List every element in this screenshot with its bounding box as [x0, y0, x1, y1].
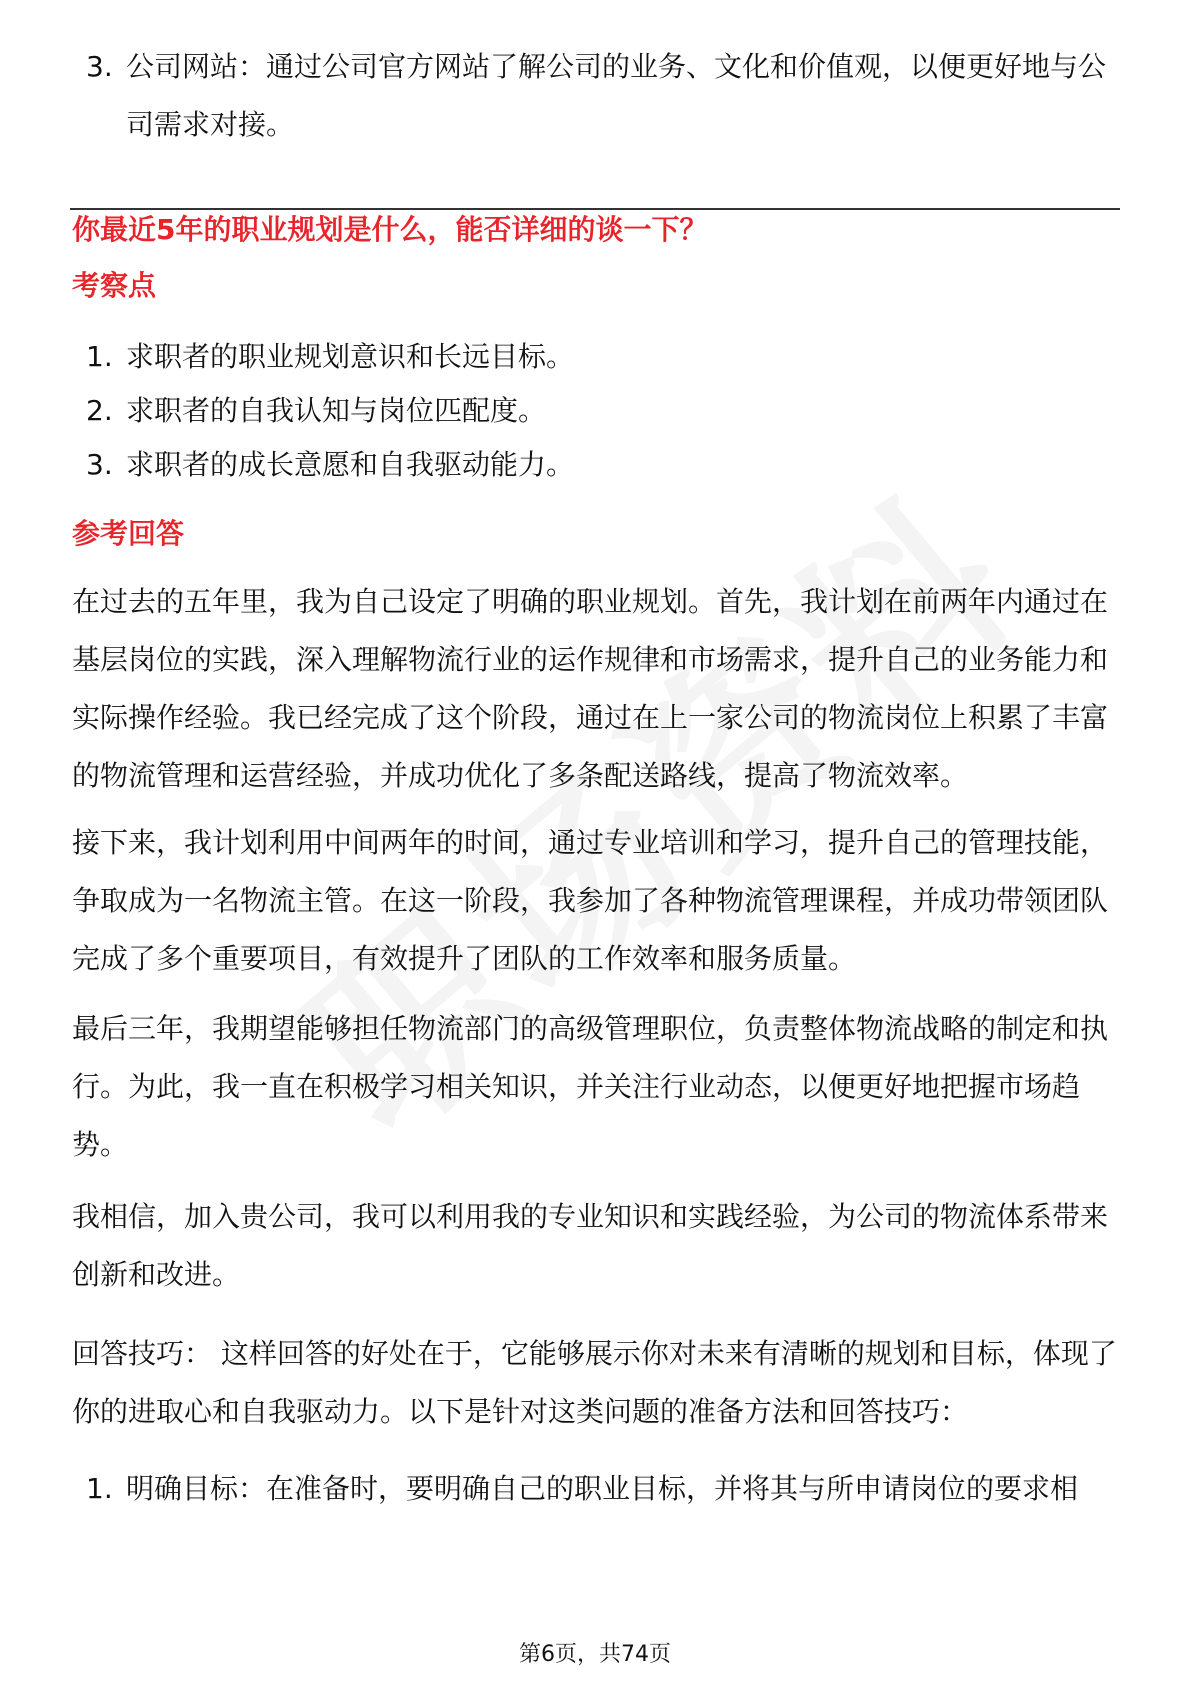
answer-paragraph: 我相信，加入贵公司，我可以利用我的专业知识和实践经验，为公司的物流体系带来创新和改进。: [72, 1200, 1109, 1291]
answer-paragraph: 接下来，我计划利用中间两年的时间，通过专业培训和学习，提升自己的管理技能，争取成为一名物流主管。在这一阶段，我参加了各种物流管理课程，并成功带领团队完成了多个重要项目，有效提升了团队的工作效率和服务质量。: [72, 826, 1109, 975]
answer-heading: 参考回答: [72, 517, 185, 550]
question-title: 你最近5年的职业规划是什么，能否详细的谈一下？: [72, 213, 708, 246]
list-item: [86, 436, 1116, 494]
list-text: 公司网站：通过公司官方网站了解公司的业务、文化和价值观，以便更好地与公司需求对接。: [126, 50, 1107, 141]
list-item: [86, 1460, 1116, 1518]
list-number: 1.: [86, 340, 113, 373]
answer-tips-paragraph: 回答技巧： 这样回答的好处在于，它能够展示你对未来有清晰的规划和目标，体现了你的进取心和自我驱动力。以下是针对这类问题的准备方法和回答技巧：: [72, 1337, 1117, 1428]
answer-paragraph: 在过去的五年里，我为自己设定了明确的职业规划。首先，我计划在前两年内通过在基层岗位的实践，深入理解物流行业的运作规律和市场需求，提升自己的业务能力和实际操作经验。我已经完成了这个阶段，通过在上一家公司的物流岗位上积累了丰富的物流管理和运营经验，并成功优化了多条配送路线，提高了物流效率。: [72, 585, 1109, 792]
list-text: 求职者的职业规划意识和长远目标。: [126, 340, 575, 373]
list-item: [86, 38, 1116, 154]
list-item: [86, 382, 1116, 440]
focus-heading: 考察点: [72, 269, 157, 302]
answer-paragraph: 最后三年，我期望能够担任物流部门的高级管理职位，负责整体物流战略的制定和执行。为此，我一直在积极学习相关知识，并关注行业动态，以便更好地把握市场趋势。: [72, 1012, 1109, 1161]
list-text: 明确目标：在准备时，要明确自己的职业目标，并将其与所申请岗位的要求相: [126, 1472, 1079, 1505]
list-number: 3.: [86, 448, 113, 481]
page-footer: 第6页，共74页: [519, 1642, 671, 1667]
list-number: 2.: [86, 394, 113, 427]
list-item: [86, 328, 1116, 386]
list-number: 3.: [86, 50, 113, 83]
list-number: 1.: [86, 1472, 113, 1505]
list-text: 求职者的成长意愿和自我驱动能力。: [126, 448, 575, 481]
list-text: 求职者的自我认知与岗位匹配度。: [126, 394, 547, 427]
